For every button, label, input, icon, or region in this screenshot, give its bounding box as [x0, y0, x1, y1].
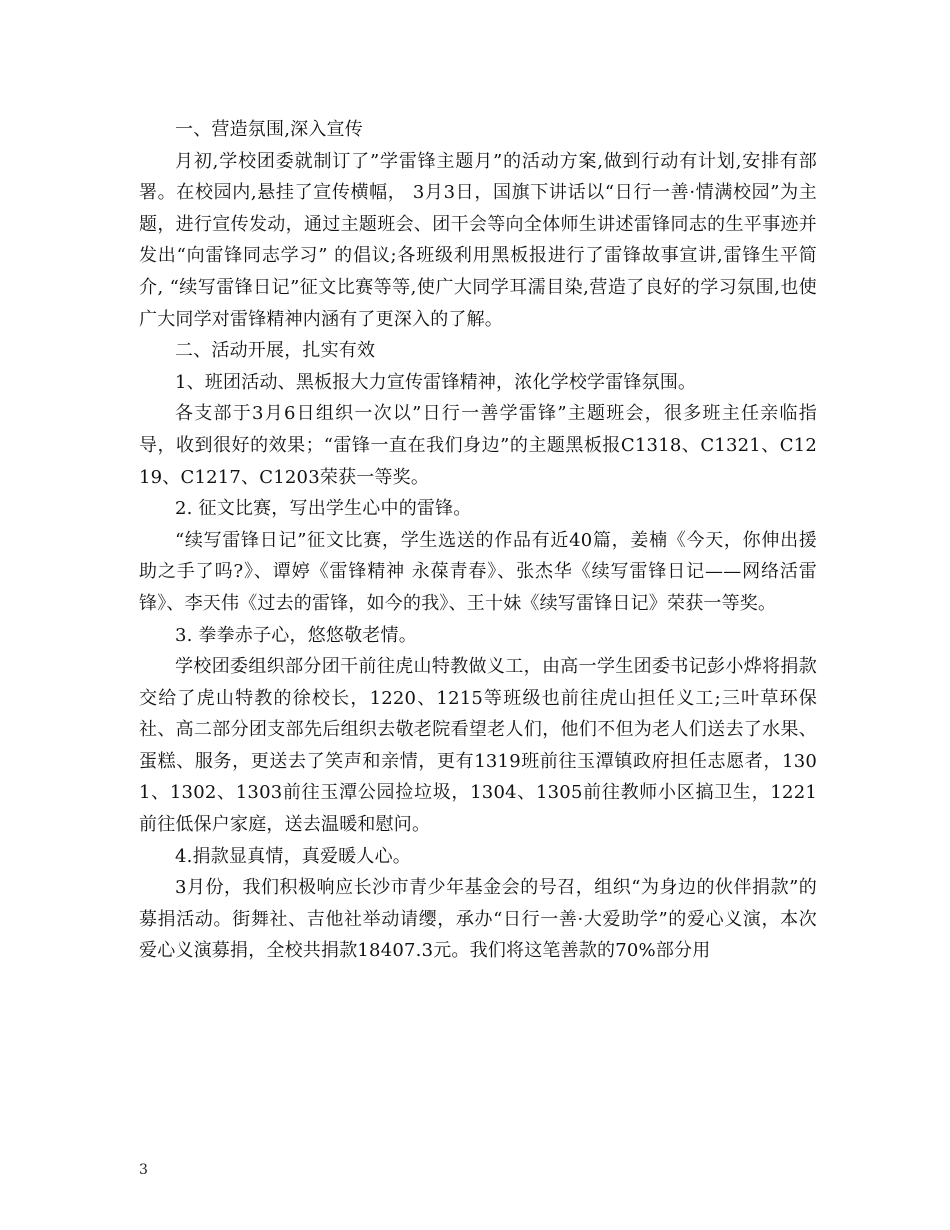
paragraph-4: 学校团委组织部分团干前往虎山特教做义工，由高一学生团委书记彭小烨将捐款交给了虎山特教的徐校长，1220、1215等班级也前往虎山担任义工;三叶草环保社、高二部分团支部先后组织去敬老院看望老人们，他们不但为老人们送去了水果、蛋糕、服务，更送去了笑声和亲情，更有1319班前往玉潭镇政府担任志愿者，1301、1302、1303前往玉潭公园捡垃圾，1304、1305前往教师小区搞卫生，1221前往低保户家庭，送去温暖和慰问。 — [139, 656, 817, 836]
page-number: 3 — [139, 1162, 148, 1178]
subheading-1: 1、班团活动、黑板报大力宣传雷锋精神，浓化学校学雷锋氛围。 — [175, 371, 697, 393]
section-heading-2: 二、活动开展，扎实有效 — [175, 340, 376, 362]
subheading-4: 4.捐款显真情，真爱暖人心。 — [175, 845, 411, 867]
subheading-2: 2. 征文比赛，写出学生心中的雷锋。 — [175, 498, 472, 520]
paragraph-5: 3月份，我们积极响应长沙市青少年基金会的号召，组织“为身边的伙伴捐款”的募捐活动。街舞社、吉他社举动请缨，承办“日行一善·大爱助学”的爱心义演，本次爱心义演募捐，全校共捐款18407.3元。我们将这笔善款的70%部分用 — [139, 877, 817, 962]
paragraph-3: “续写雷锋日记”征文比赛，学生选送的作品有近40篇，姜楠《今天，你伸出援助之手了吗?》、谭婷《雷锋精神 永葆青春》、张杰华《续写雷锋日记——网络活雷锋》、李天伟《过去的雷锋，如今的我》、王十妹《续写雷锋日记》荣获一等奖。 — [139, 529, 817, 614]
subheading-3: 3. 拳拳赤子心，悠悠敬老情。 — [175, 624, 417, 646]
section-heading-1: 一、营造氛围,深入宣传 — [175, 119, 363, 140]
document-body — [139, 114, 817, 967]
paragraph-2: 各支部于3月6日组织一次以”日行一善学雷锋”主题班会，很多班主任亲临指导，收到很好的效果；“雷锋一直在我们身边”的主题黑板报C1318、C1321、C1219、C1217、C1203荣获一等奖。 — [139, 403, 817, 488]
paragraph-1: 月初,学校团委就制订了”学雷锋主题月”的活动方案,做到行动有计划,安排有部署。在校园内,悬挂了宣传横幅， 3月3日，国旗下讲话以“日行一善·情满校园”为主题，进行宣传发动，通过主题班会、团干会等向全体师生讲述雷锋同志的生平事迹并发出“向雷锋同志学习” 的倡议;各班级利用黑板报进行了雷锋故事宣讲,雷锋生平简介, “续写雷锋日记”征文比赛等等,使广大同学耳濡目染,营造了良好的学习氛围,也使广大同学对雷锋精神内涵有了更深入的了解。 — [139, 150, 817, 330]
